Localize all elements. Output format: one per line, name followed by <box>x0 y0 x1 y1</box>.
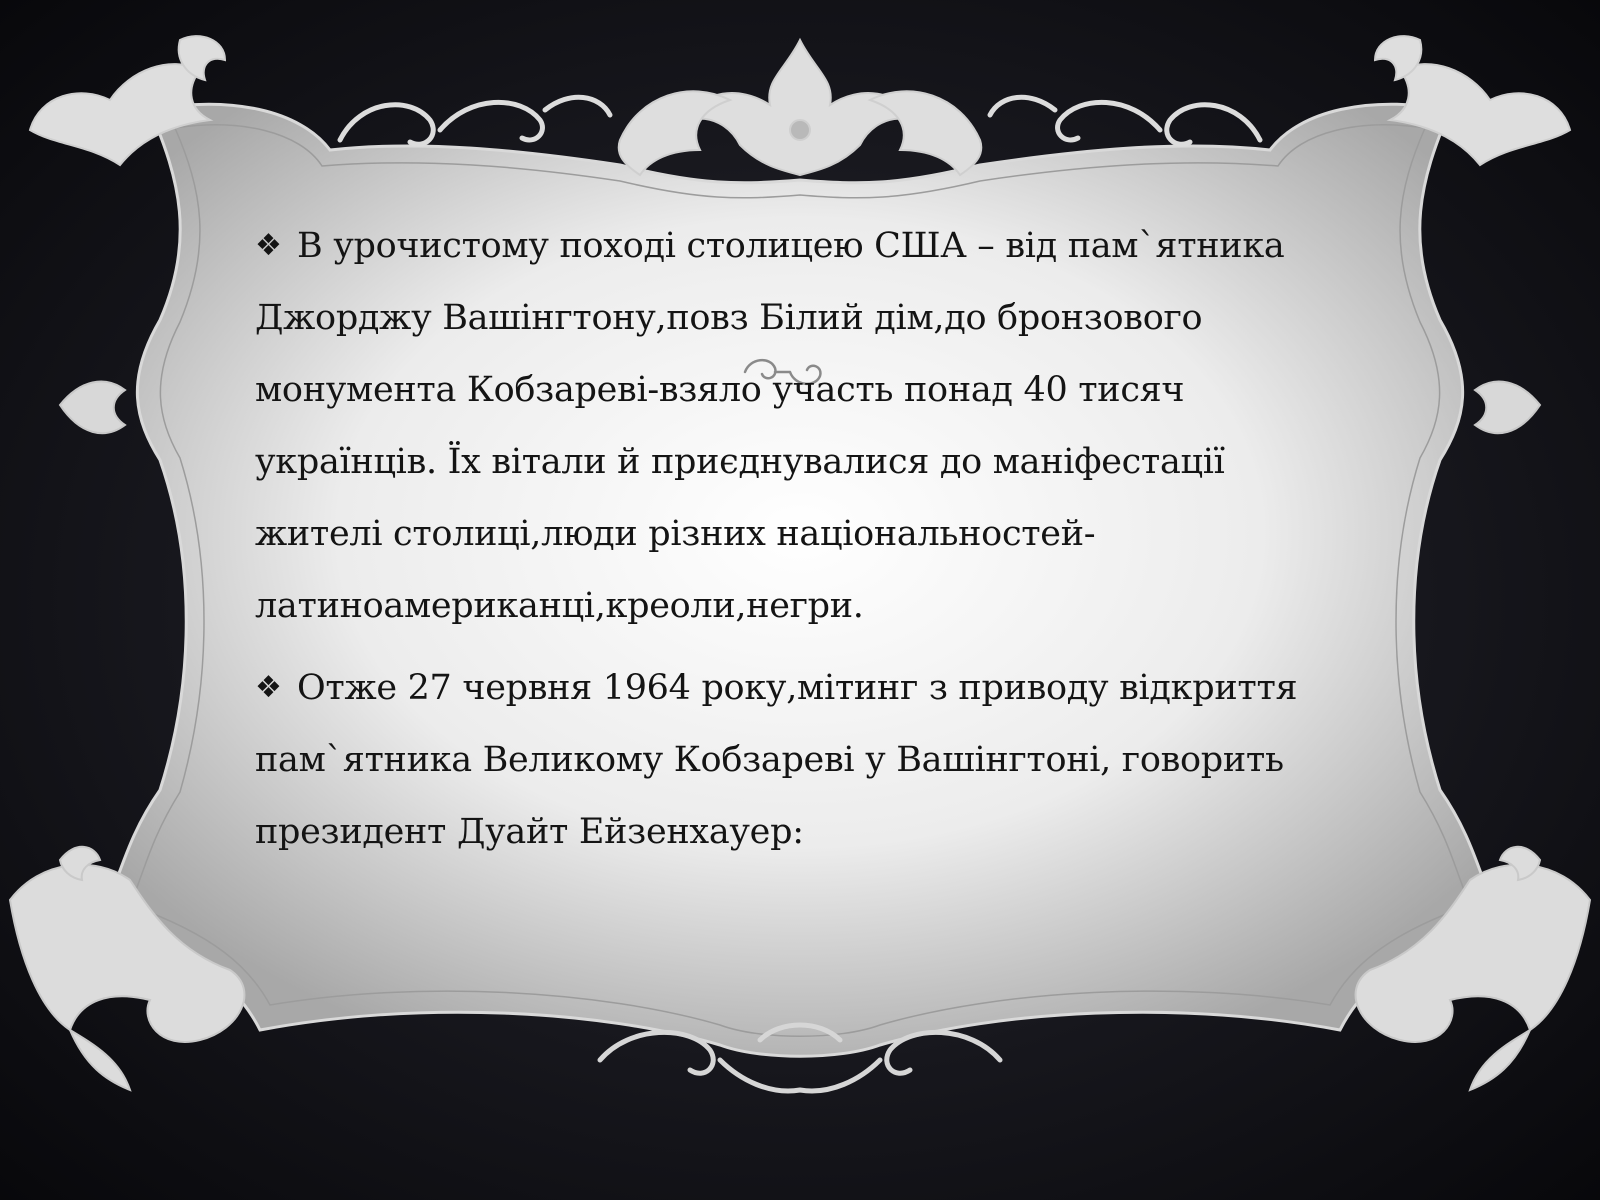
bullet-paragraph-1 <box>255 210 1315 642</box>
diamond-flower-bullet-icon: ❖ <box>255 228 282 263</box>
bullet-text-2: Отже 27 червня 1964 року,мітинг з приводу відкриття пам`ятника Великому Кобзареві у Вашінгтоні, говорить президент Дуайт Ейзенхауер: <box>255 668 1298 852</box>
bullet-paragraph-2 <box>255 652 1315 868</box>
right-side-ornament <box>1475 382 1540 434</box>
bullet-text-1: В урочистому поході столицею США – від пам`ятника Джорджу Вашінгтону,повз Білий дім,до бронзового монумента Кобзареві-взяло участь понад 40 тисяч українців. Їх вітали й приєднувалися до маніфестації жителі столиці,люди різних національностей-латиноамериканці,креоли,негри. <box>255 226 1285 626</box>
diamond-flower-bullet-icon: ❖ <box>255 670 282 705</box>
crown-ornament <box>619 40 982 175</box>
left-side-ornament <box>60 382 125 434</box>
slide-body <box>255 210 1315 878</box>
